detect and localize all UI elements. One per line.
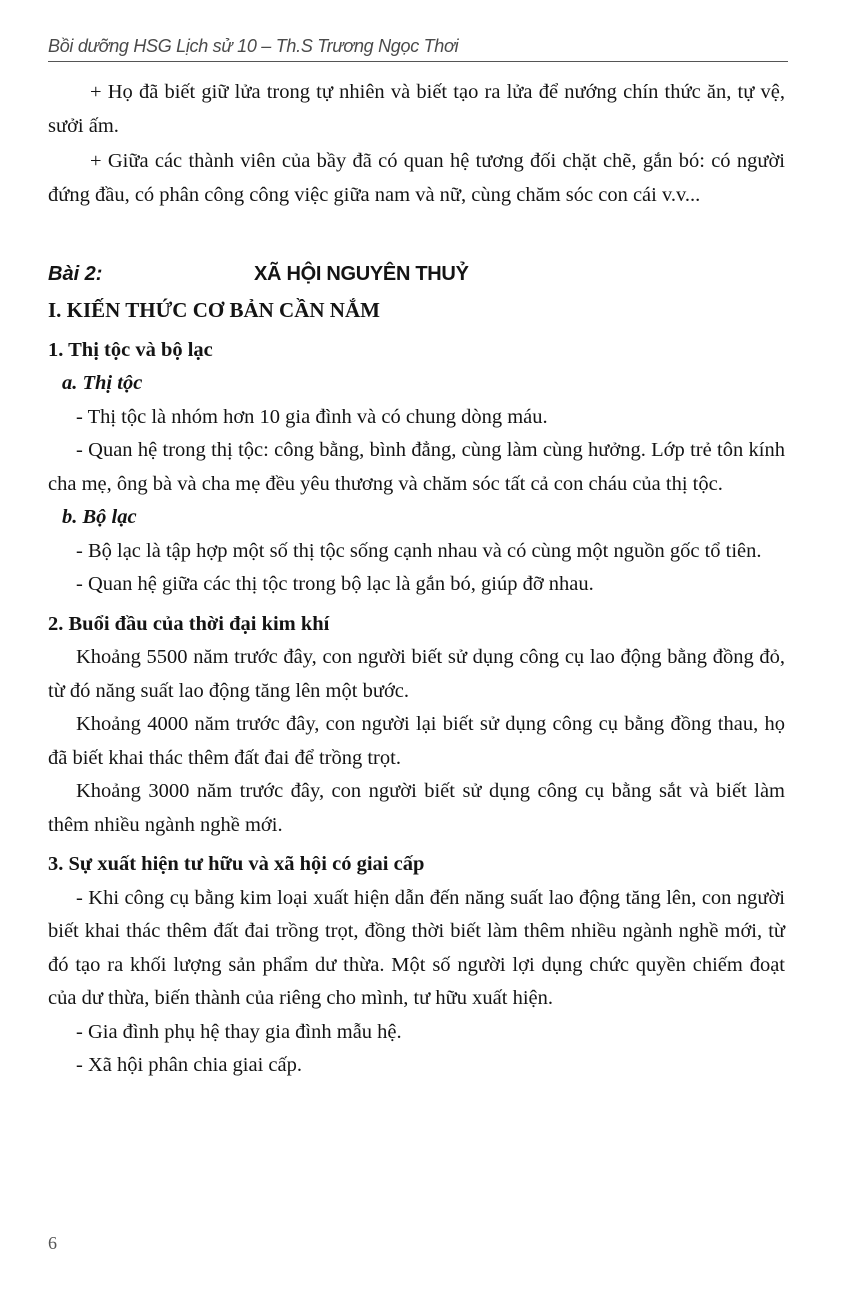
header-divider [48, 61, 788, 62]
section-heading-1: 1. Thị tộc và bộ lạc [48, 338, 213, 361]
paragraph-patriarchal-family: - Gia đình phụ hệ thay gia đình mẫu hệ. [76, 1020, 402, 1043]
paragraph-fire: + Họ đã biết giữ lửa trong tự nhiên và biết tạo ra lửa để nướng chín thức ăn, tự vệ, sưởi ấm. [48, 81, 785, 137]
paragraph-band-relations: + Giữa các thành viên của bầy đã có quan hệ tương đối chặt chẽ, gắn bó: có người đứng đầu, có phân công công việc giữa nam và nữ, cùng chăm sóc con cái v.v... [48, 150, 785, 206]
paragraph-tribe-definition: - Bộ lạc là tập hợp một số thị tộc sống cạnh nhau và có cùng một nguồn gốc tổ tiên. [76, 539, 762, 562]
paragraph-bronze: Khoảng 4000 năm trước đây, con người lại biết sử dụng công cụ bằng đồng thau, họ đã biết khai thác thêm đất đai để trồng trọt. [48, 713, 785, 769]
subsection-heading-b: b. Bộ lạc [62, 506, 137, 528]
paragraph-clan-definition: - Thị tộc là nhóm hơn 10 gia đình và có chung dòng máu. [76, 405, 548, 428]
lesson-number: Bài 2: [48, 263, 103, 285]
part-heading: I. KIẾN THỨC CƠ BẢN CẦN NẮM [48, 298, 380, 322]
section-heading-3: 3. Sự xuất hiện tư hữu và xã hội có giai cấp [48, 853, 425, 875]
page-number: 6 [48, 1233, 57, 1253]
lesson-heading [48, 256, 785, 292]
lesson-title: XÃ HỘI NGUYÊN THUỶ [254, 263, 469, 285]
paragraph-clan-relations: - Quan hệ trong thị tộc: công bằng, bình đẳng, cùng làm cùng hưởng. Lớp trẻ tôn kính cha mẹ, ông bà và cha mẹ đều yêu thương và chăm sóc tất cả con cháu của thị tộc. [48, 439, 785, 495]
page-body [48, 76, 785, 1083]
paragraph-private-property: - Khi công cụ bằng kim loại xuất hiện dẫn đến năng suất lao động tăng lên, con người biết khai thác thêm đất đai trồng trọt, đồng thời biết làm thêm nhiều ngành nghề mới, từ đó tạo ra khối lượng sản phẩm dư thừa. Một số người lợi dụng chức quyền chiếm đoạt của dư thừa, biến thành của riêng cho mình, tư hữu xuất hiện. [48, 886, 785, 1009]
section-heading-2: 2. Buổi đầu của thời đại kim khí [48, 612, 330, 635]
paragraph-copper: Khoảng 5500 năm trước đây, con người biết sử dụng công cụ lao động bằng đồng đỏ, từ đó năng suất lao động tăng lên một bước. [48, 646, 785, 702]
paragraph-class-society: - Xã hội phân chia giai cấp. [76, 1054, 302, 1076]
paragraph-iron: Khoảng 3000 năm trước đây, con người biết sử dụng công cụ bằng sắt và biết làm thêm nhiều ngành nghề mới. [48, 780, 785, 836]
running-header: Bồi dưỡng HSG Lịch sử 10 – Th.S Trương Ngọc Thơi [48, 36, 459, 56]
paragraph-tribe-relations: - Quan hệ giữa các thị tộc trong bộ lạc là gắn bó, giúp đỡ nhau. [76, 573, 594, 595]
subsection-heading-a: a. Thị tộc [62, 372, 143, 394]
